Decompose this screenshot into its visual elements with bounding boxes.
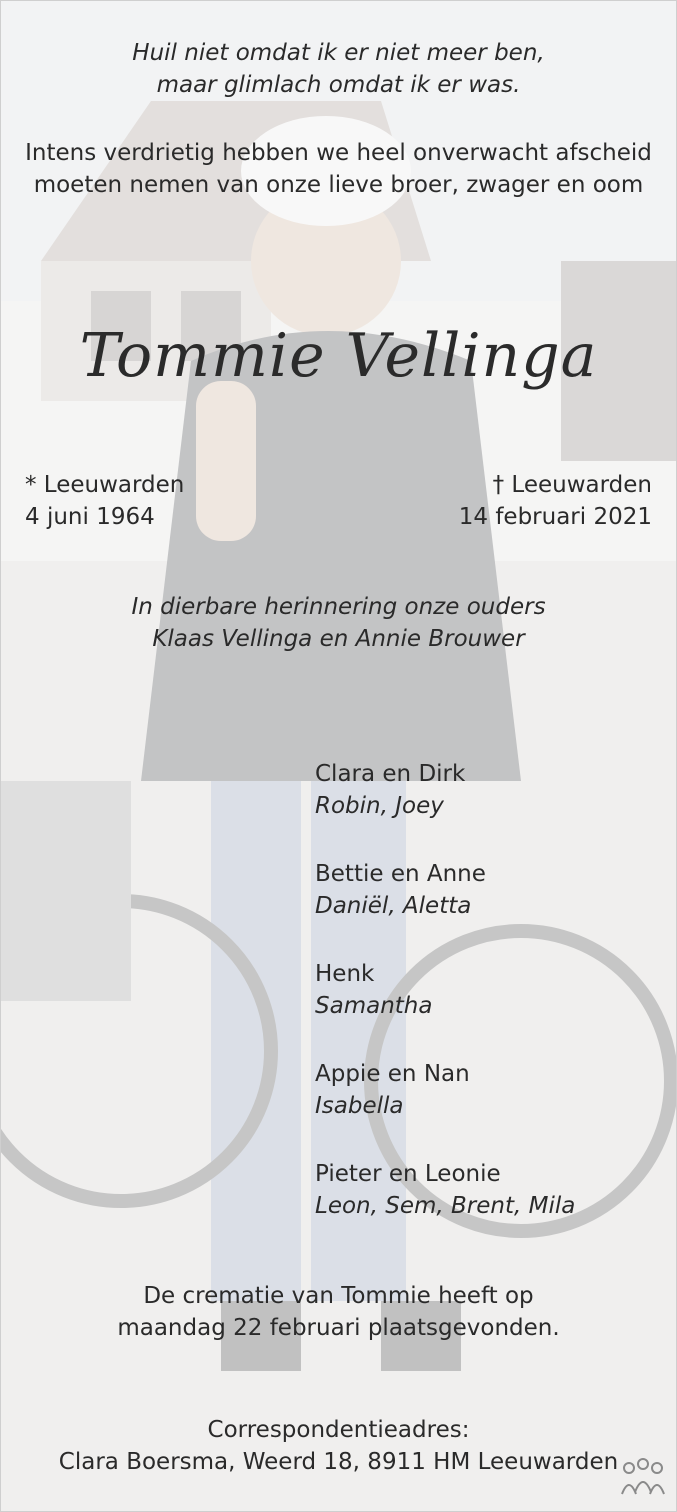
address-line: Clara Boersma, Weerd 18, 8911 HM Leeuwarden <box>58 1449 619 1475</box>
intro-text <box>1 137 676 201</box>
death-info <box>459 469 652 533</box>
family-children: Isabella <box>315 1093 404 1119</box>
cremation-line: De crematie van Tommie heeft op <box>143 1283 534 1309</box>
family-entry <box>315 958 575 1022</box>
family-entry <box>315 1158 575 1222</box>
family-children: Daniël, Aletta <box>315 893 472 919</box>
family-names: Bettie en Anne <box>315 861 486 887</box>
birth-info <box>25 469 184 533</box>
family-children: Leon, Sem, Brent, Mila <box>315 1193 576 1219</box>
intro-line: moeten nemen van onze lieve broer, zwager en oom <box>33 172 644 198</box>
family-names: Clara en Dirk <box>315 761 466 787</box>
cremation-notice <box>1 1280 676 1344</box>
family-children: Robin, Joey <box>315 793 444 819</box>
intro-line: Intens verdrietig hebben we heel onverwacht afscheid <box>25 140 652 166</box>
family-entry <box>315 858 575 922</box>
people-logo-icon <box>619 1456 667 1498</box>
family-children: Samantha <box>315 993 433 1019</box>
death-place: † Leeuwarden <box>492 472 652 498</box>
parents-line: In dierbare herinnering onze ouders <box>131 594 546 620</box>
quote-line: maar glimlach omdat ik er was. <box>156 72 521 98</box>
parents-memorial <box>1 591 676 655</box>
correspondence-address <box>1 1414 676 1478</box>
family-entry <box>315 758 575 822</box>
cremation-line: maandag 22 februari plaatsgevonden. <box>117 1315 560 1341</box>
birth-place: * Leeuwarden <box>25 472 185 498</box>
death-date: 14 februari 2021 <box>458 504 652 530</box>
family-names: Pieter en Leonie <box>315 1161 501 1187</box>
quote <box>1 37 676 101</box>
address-label: Correspondentieadres: <box>207 1417 470 1443</box>
family-list <box>315 758 575 1258</box>
family-names: Appie en Nan <box>315 1061 470 1087</box>
quote-line: Huil niet omdat ik er niet meer ben, <box>132 40 545 66</box>
family-entry <box>315 1058 575 1122</box>
family-names: Henk <box>315 961 375 987</box>
parents-line: Klaas Vellinga en Annie Brouwer <box>152 626 525 652</box>
deceased-name: Tommie Vellinga <box>79 321 598 391</box>
birth-date: 4 juni 1964 <box>25 504 155 530</box>
